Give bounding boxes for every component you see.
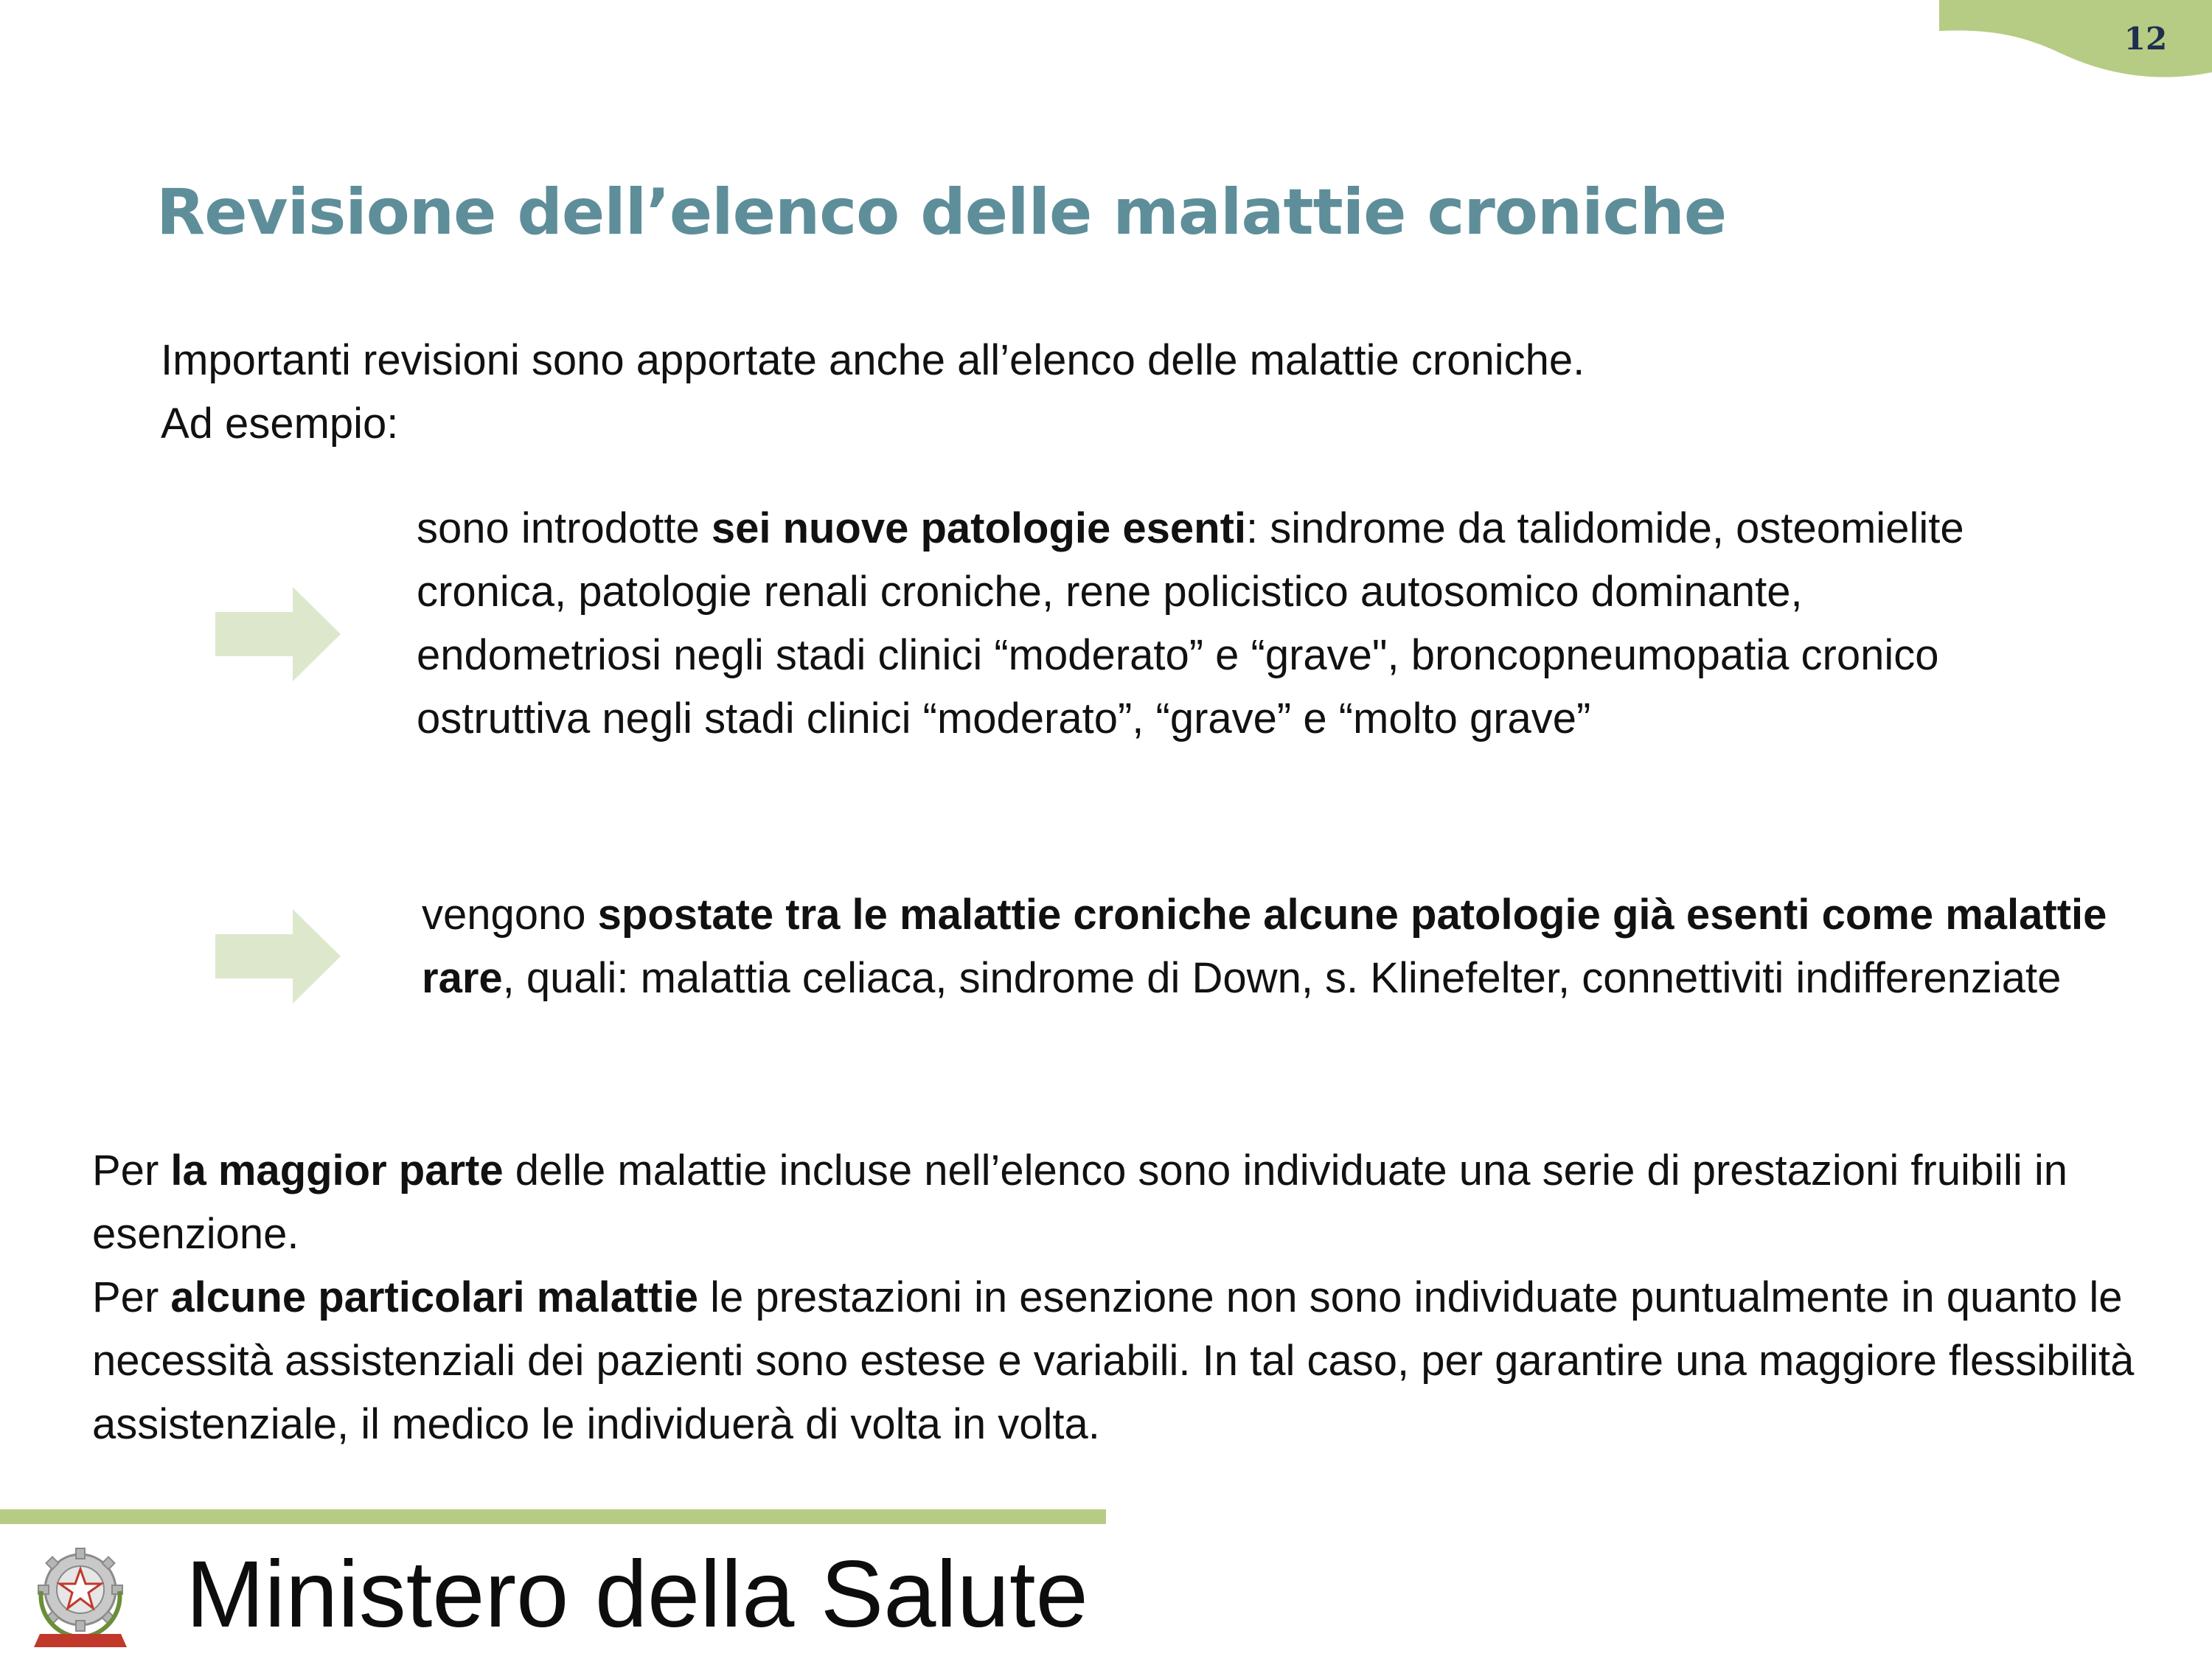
right-arrow-icon	[215, 587, 341, 681]
closing-2-prefix: Per	[92, 1273, 171, 1321]
closing-2-bold: alcune particolari malattie	[170, 1273, 698, 1321]
closing-paragraph-1	[92, 1139, 2157, 1266]
closing-text	[92, 1139, 2157, 1456]
right-arrow-icon	[215, 909, 341, 1004]
bullet-item-new-conditions	[417, 497, 1965, 751]
bullet-2-prefix: vengono	[422, 891, 598, 939]
bullet-1-bold: sei nuove patologie esenti	[711, 504, 1246, 552]
bullet-item-moved-conditions	[422, 883, 2177, 1010]
bullet-2-suffix: , quali: malattia celiaca, sindrome di Down, s. Klinefelter, connettiviti indifferenziate	[502, 954, 2062, 1002]
closing-1-bold: la maggior parte	[170, 1147, 504, 1194]
slide-title: Revisione dell’elenco delle malattie croniche	[156, 175, 1727, 249]
page-number: 12	[2124, 21, 2168, 57]
bullet-1-prefix: sono introdotte	[417, 504, 712, 552]
ministry-name: Ministero della Salute	[186, 1542, 1088, 1647]
closing-paragraph-2	[92, 1266, 2157, 1456]
intro-line-2: Ad esempio:	[161, 400, 399, 448]
footer-divider	[0, 1509, 1106, 1524]
intro-text	[161, 329, 2004, 456]
closing-1-prefix: Per	[92, 1147, 171, 1194]
intro-line-1: Importanti revisioni sono apportate anche all’elenco delle malattie croniche.	[161, 336, 1585, 384]
closing-1-suffix: delle malattie incluse nell’elenco sono individuate una serie di prestazioni fruibili in esenzione.	[92, 1147, 2068, 1258]
closing-2-suffix: le prestazioni in esenzione non sono individuate puntualmente in quanto le necessità assistenziali dei pazienti sono estese e variabili. In tal caso, per garantire una maggiore flessibilità assistenziale, il medico le individuerà di volta in volta.	[92, 1273, 2135, 1448]
bullet-1-suffix: : sindrome da talidomide, osteomielite cronica, patologie renali croniche, rene policistico autosomico dominante, endometriosi negli stadi clinici “moderato” e “grave", broncopneumopatia cronico ostruttiva negli stadi clinici “moderato”, “grave” e “molto grave”	[417, 504, 1964, 742]
bullet-2-bold: spostate tra le malattie croniche alcune patologie già esenti come malattie rare	[422, 891, 2107, 1002]
italian-republic-emblem-icon	[25, 1540, 136, 1650]
